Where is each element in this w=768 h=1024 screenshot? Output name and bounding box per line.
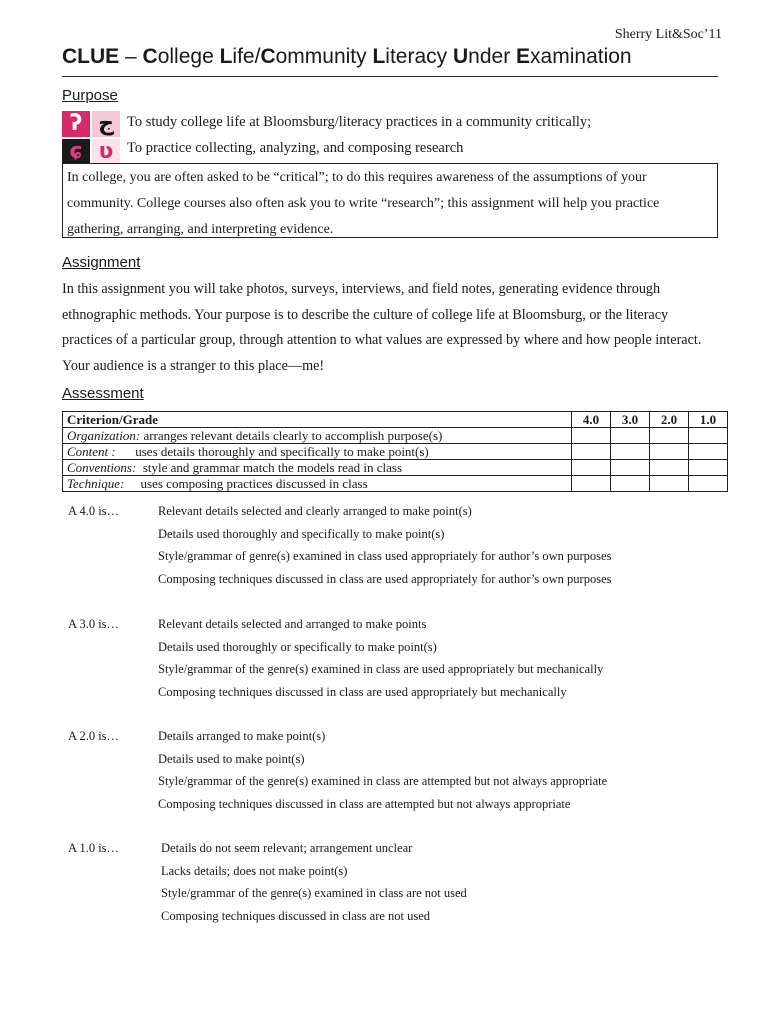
grade-criterion-line: Composing techniques discussed in class are attempted but not always appropriate — [158, 796, 571, 811]
title-part: nder — [468, 45, 517, 68]
grade-criterion-line: Style/grammar of the genre(s) examined in class are not used — [161, 886, 467, 900]
criterion-header: Criterion/Grade — [63, 412, 572, 428]
grade-cell — [611, 428, 650, 444]
table-row — [63, 428, 728, 444]
criterion-name: Organization: — [67, 427, 141, 443]
grade-cell — [689, 428, 728, 444]
table-row — [63, 460, 728, 476]
grade-cell — [611, 460, 650, 476]
grade-label: A 4.0 is… — [68, 504, 120, 518]
criterion-description: uses composing practices discussed in class — [124, 475, 368, 491]
criterion-cell — [63, 476, 572, 492]
title-part: ollege — [157, 45, 220, 68]
grade-criterion-line: Composing techniques discussed in class are used appropriately but mechanically — [158, 684, 567, 699]
assignment-heading: Assignment — [62, 254, 141, 271]
grade-label: A 1.0 is… — [68, 841, 120, 855]
title-part: L — [372, 45, 386, 68]
table-row — [63, 444, 728, 460]
title-part: L — [219, 45, 233, 68]
title-part: ife/ — [232, 45, 261, 68]
criterion-description: uses details thoroughly and specifically to make point(s) — [115, 443, 429, 459]
purpose-heading: Purpose — [62, 87, 118, 104]
grade-cell — [572, 460, 611, 476]
grade-cell — [572, 428, 611, 444]
title-part: C — [260, 45, 276, 68]
grade-criterion-line: Lacks details; does not make point(s) — [161, 863, 348, 878]
title-part: ommunity — [275, 45, 373, 68]
title-part: E — [516, 45, 531, 68]
grade-cell — [650, 444, 689, 460]
grade-criterion-line: Style/grammar of genre(s) examined in class used appropriately for author’s own purposes — [158, 549, 612, 563]
logo-tile-2: ج — [92, 111, 120, 137]
purpose-logo — [62, 111, 120, 164]
grade-cell — [611, 476, 650, 492]
criterion-name: Content : — [67, 443, 116, 459]
grade-criterion-line: Style/grammar of the genre(s) examined in class are used appropriately but mechanically — [158, 662, 604, 676]
assignment-paragraph: In this assignment you will take photos, surveys, interviews, and field notes, generating evidence through ethnographic methods. Your purpose is to describe the culture of college life at Bloomsburg, or the literacy practices of a particular group, through attention to what values are expressed by where and how people interact. Your audience is a stranger to this place—me! — [62, 281, 702, 374]
criterion-cell — [63, 428, 572, 444]
title-part: CLUE — [62, 45, 120, 68]
grade-cell — [650, 476, 689, 492]
criterion-cell — [63, 460, 572, 476]
grade-criterion-line: Details used thoroughly or specifically to make point(s) — [158, 639, 437, 654]
grade-cell — [572, 444, 611, 460]
grade-criterion-line: Style/grammar of the genre(s) examined in class are attempted but not always appropriate — [158, 774, 608, 788]
logo-tile-4: ʋ — [92, 139, 120, 165]
title-part: C — [142, 45, 158, 68]
criterion-name: Conventions: — [67, 459, 137, 475]
grade-criterion-line: Relevant details selected and arranged to make points — [158, 617, 427, 631]
criterion-description: arranges relevant details clearly to accomplish purpose(s) — [140, 427, 443, 443]
grade-cell — [650, 428, 689, 444]
grade-criterion-line: Details used thoroughly and specifically to make point(s) — [158, 526, 445, 541]
grade-criterion-line: Details arranged to make point(s) — [158, 729, 326, 743]
author-course-label: Sherry Lit&Soc’11 — [614, 27, 722, 42]
assessment-heading: Assessment — [62, 385, 144, 402]
title-part: – — [119, 45, 143, 68]
table-row — [63, 476, 728, 492]
grade-cell — [689, 444, 728, 460]
logo-tile-1: ʔ — [62, 111, 90, 137]
criterion-description: style and grammar match the models read in class — [136, 459, 403, 475]
grade-header-2: 2.0 — [650, 412, 689, 428]
grade-cell — [611, 444, 650, 460]
logo-tile-3: ɕ — [62, 139, 90, 165]
grade-criterion-line: Relevant details selected and clearly arranged to make point(s) — [158, 504, 472, 518]
grade-cell — [689, 476, 728, 492]
grade-label: A 3.0 is… — [68, 617, 120, 631]
page-title — [62, 45, 632, 69]
grade-header-1: 1.0 — [689, 412, 728, 428]
grade-criterion-line: Details used to make point(s) — [158, 751, 305, 766]
criterion-name: Technique: — [67, 475, 125, 491]
grade-label: A 2.0 is… — [68, 729, 120, 743]
purpose-line-2: To practice collecting, analyzing, and composing research — [127, 140, 464, 156]
criterion-cell — [63, 444, 572, 460]
title-divider — [62, 76, 718, 77]
grade-criterion-line: Details do not seem relevant; arrangement unclear — [161, 841, 413, 855]
title-part: U — [452, 45, 469, 68]
grade-cell — [572, 476, 611, 492]
grade-criterion-line: Composing techniques discussed in class are used appropriately for author’s own purposes — [158, 571, 612, 586]
purpose-line-1: To study college life at Bloomsburg/literacy practices in a community critically; — [127, 114, 592, 130]
title-part: xamination — [530, 45, 632, 68]
grade-header-4: 4.0 — [572, 412, 611, 428]
rubric-header-row — [63, 412, 728, 428]
rubric-table — [62, 411, 728, 492]
grade-cell — [650, 460, 689, 476]
title-part: iteracy — [385, 45, 453, 68]
grade-header-3: 3.0 — [611, 412, 650, 428]
grade-cell — [689, 460, 728, 476]
grade-criterion-line: Composing techniques discussed in class are not used — [161, 908, 431, 923]
purpose-callout-box: In college, you are often asked to be “critical”; to do this requires awareness of the assumptions of your community. College courses also often ask you to write “research”; this assignment will help you practice gathering, arranging, and interpreting evidence. — [62, 163, 718, 238]
